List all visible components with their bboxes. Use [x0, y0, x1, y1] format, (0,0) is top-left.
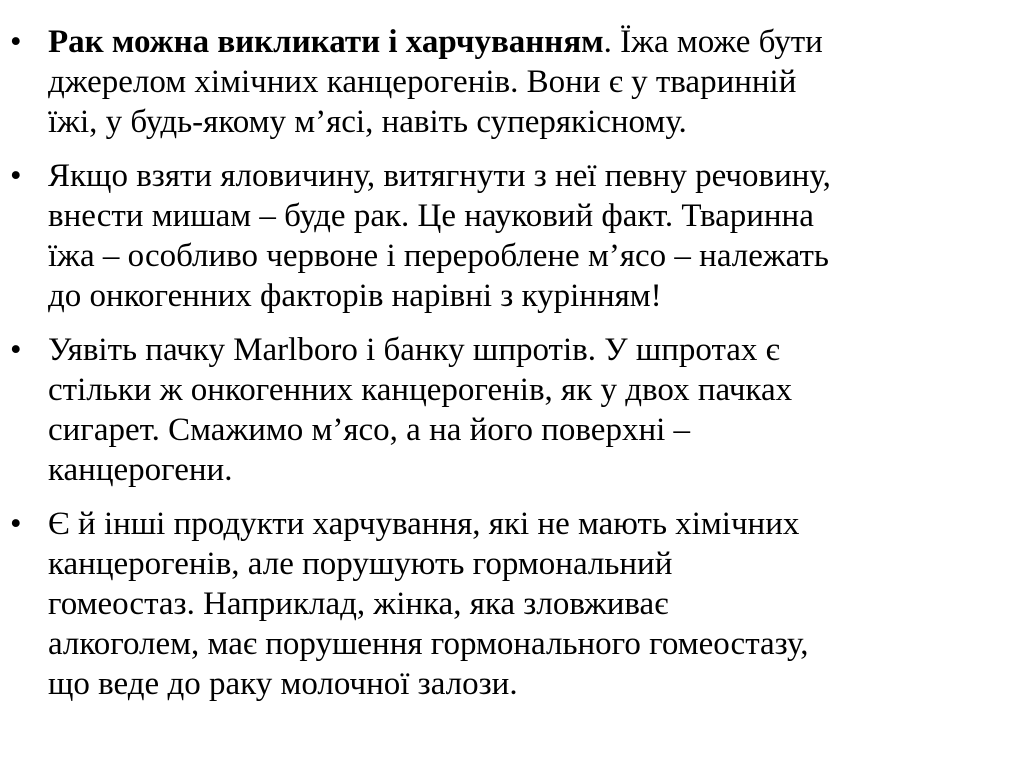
bullet-line: сигарет. Смажимо м’ясо, а на його поверхні –: [48, 412, 691, 448]
bullet-item-beef-experiment: [8, 156, 1004, 316]
bullet-icon: •: [10, 24, 22, 60]
bullet-line: канцерогенів, але порушують гормональний: [48, 546, 673, 582]
bullet-line: Є й інші продукти харчування, які не мають хімічних: [48, 506, 800, 542]
bullet-icon: •: [10, 332, 22, 368]
bullet-line: алкоголем, має порушення гормонального гомеостазу,: [48, 626, 809, 662]
bullet-line: до онкогенних факторів нарівні з курінням!: [48, 278, 662, 314]
bullet-line: внести мишам – буде рак. Це науковий факт. Тваринна: [48, 198, 814, 234]
bullet-list: [8, 22, 1004, 704]
bullet-line: джерелом хімічних канцерогенів. Вони є у тваринній: [48, 64, 797, 100]
bullet-line: що веде до раку молочної залози.: [48, 666, 518, 702]
bullet-item-diet-cancer: [8, 22, 1004, 142]
bullet-line: стільки ж онкогенних канцерогенів, як у двох пачках: [48, 372, 793, 408]
bullet-line: їжа – особливо червоне і перероблене м’ясо – належать: [48, 238, 829, 274]
bullet-icon: •: [10, 158, 22, 194]
bullet-line: [48, 22, 1004, 62]
bullet-line: Уявіть пачку Marlboro і банку шпротів. У шпротах є: [48, 332, 780, 368]
bullet-line: канцерогени.: [48, 452, 233, 488]
bullet-line: їжі, у будь-якому м’ясі, навіть суперякісному.: [48, 104, 687, 140]
bullet-line: Якщо взяти яловичину, витягнути з неї певну речовину,: [48, 158, 831, 194]
bullet-item-hormonal-homeostasis: [8, 504, 1004, 704]
bullet-icon: •: [10, 506, 22, 542]
bullet-line: гомеостаз. Наприклад, жінка, яка зловживає: [48, 586, 669, 622]
bullet-item-sprats-cigarettes: [8, 330, 1004, 490]
bullet-line-text: . Їжа може бути: [603, 24, 823, 60]
bullet-bold-lead: Рак можна викликати і харчуванням: [48, 24, 604, 60]
